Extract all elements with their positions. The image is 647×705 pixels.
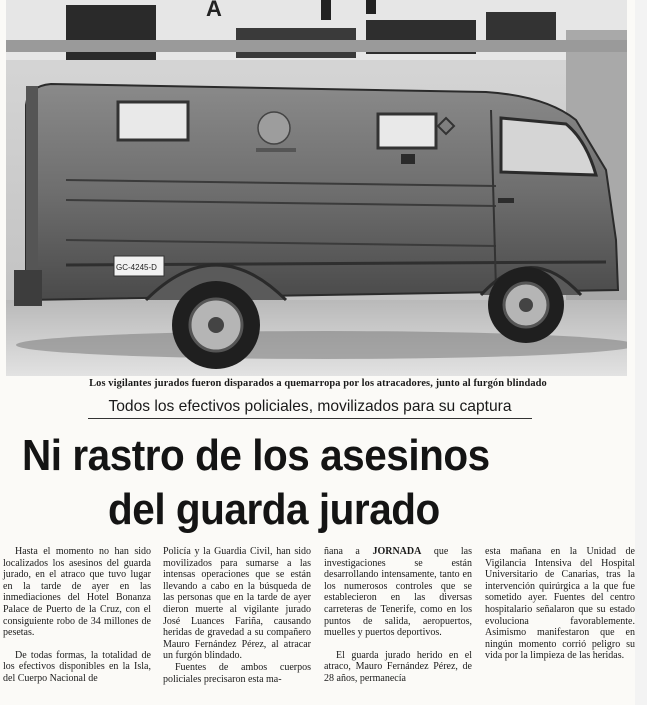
- headline-line-1: Ni rastro de los asesinos: [22, 431, 490, 480]
- article-subheadline: Todos los efectivos policiales, movilizados para su captura: [88, 398, 532, 419]
- column-3-paragraph-1: [324, 546, 472, 639]
- column-3-paragraph-2: El guarda jurado herido en el atraco, Mauro Fernández Pérez, de 28 años, permanecía: [324, 649, 472, 684]
- article-column-1: [3, 546, 151, 685]
- column-1-paragraph-1: Hasta el momento no han sido localizados los asesinos del guarda jurado, en el atraco que tuvo lugar en la tarde de ayer en las inmediaciones del Hotel Bonanza Palace de Puerto de la Cruz, con el consiguiente robo de 34 millones de pesetas.: [3, 546, 151, 639]
- column-2-paragraph-2: Fuentes de ambos cuerpos policiales precisaron esta ma-: [163, 661, 311, 685]
- article-column-4: [485, 546, 635, 662]
- headline-line-2: del guarda jurado: [108, 485, 440, 534]
- column-3-text-a: ñana a: [324, 546, 373, 557]
- article-column-2: [163, 546, 311, 685]
- column-2-paragraph-1: Policía y la Guardia Civil, han sido movilizados para sumarse a las intensas operaciones que se están llevando a cabo en la búsqueda de las personas que en la tarde de ayer dieron muerte al vigilante jurado José Luances Fariña, causando heridas de gravedad a su compañero Mauro Fernández Pérez, al atracar un furgón blindado.: [163, 546, 311, 662]
- building-sign-letter: A: [206, 0, 222, 21]
- column-1-paragraph-2: De todas formas, la totalidad de los efectivos disponibles en la Isla, del Cuerpo Nacional de: [3, 649, 151, 684]
- column-3-text-c: que las investigaciones se están desarrollando intensamente, tanto en los numerosos controles que se establecieron en las diversas carreteras de Tenerife, como en los puntos de salida, aeropuertos, muelles y puertos deportivos.: [324, 546, 472, 639]
- page-edge: [635, 0, 647, 705]
- article-column-3: [324, 546, 472, 685]
- license-plate: GC-4245-D: [116, 263, 157, 272]
- photo-caption: Los vigilantes jurados fueron disparados a quemarropa por los atracadores, junto al furgón blindado: [89, 378, 547, 389]
- column-4-paragraph-1: esta mañana en la Unidad de Vigilancia Intensiva del Hospital Universitario de Canarias, tras la intervención quirúrgica a la que fue sometido ayer. Fuentes del centro hospitalario señalaron que su estado evoluciona favorablemente. Asimismo manifestaron que en ningún momento corrió peligro su vida por la limpieza de las heridas.: [485, 546, 635, 662]
- newspaper-name: JORNADA: [372, 546, 422, 557]
- armored-van-photo: [6, 0, 627, 376]
- photo-illustration: [6, 0, 627, 376]
